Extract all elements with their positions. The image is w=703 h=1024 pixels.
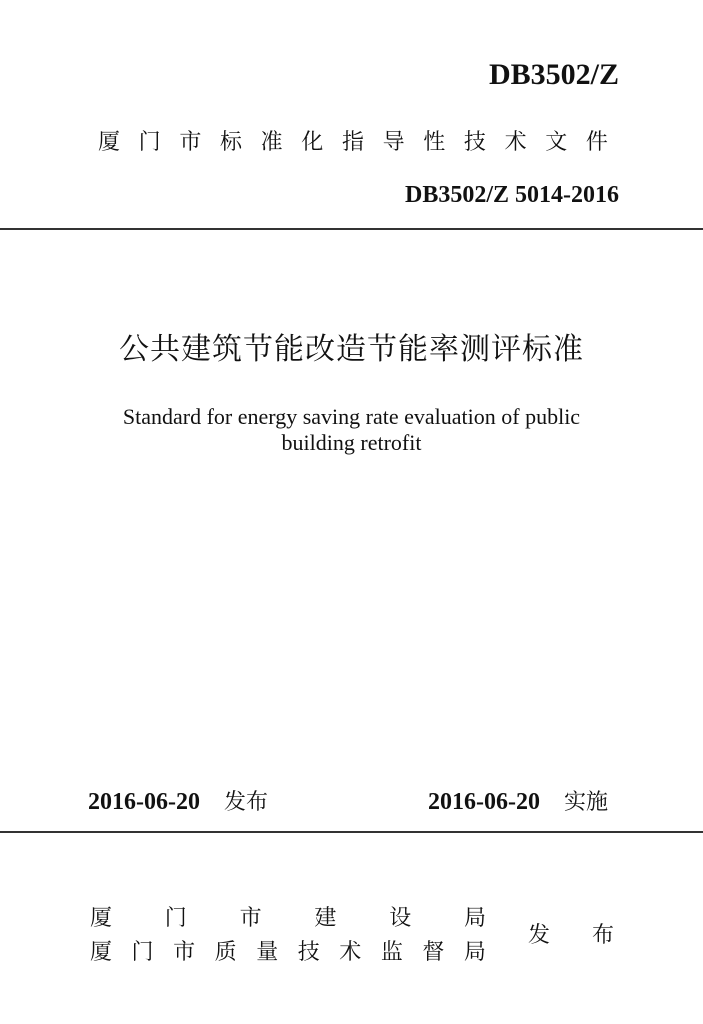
standard-series-code: DB3502/Z	[488, 58, 619, 91]
issue-date-block	[88, 787, 268, 818]
char: 门	[138, 130, 161, 155]
top-divider	[0, 228, 703, 230]
char: 厦	[90, 940, 113, 965]
issuer-quality-bureau	[90, 938, 486, 968]
char: 市	[239, 906, 262, 931]
char: 市	[173, 940, 196, 965]
bottom-divider	[0, 831, 703, 833]
effective-date-block	[428, 787, 608, 818]
char: 局	[463, 940, 486, 965]
issuer-construction-bureau	[90, 904, 486, 934]
char: 文	[545, 130, 568, 155]
char: 术	[504, 130, 527, 155]
char: 量	[256, 940, 279, 965]
char: 导	[382, 130, 405, 155]
char: 件	[585, 130, 608, 155]
title-chinese: 公共建筑节能改造节能率测评标准	[119, 332, 584, 367]
char: 准	[260, 130, 283, 155]
char: 监	[380, 940, 403, 965]
title-english	[80, 404, 623, 456]
char: 市	[179, 130, 202, 155]
effective-date: 2016-06-20	[428, 789, 540, 815]
char: 厦	[90, 906, 113, 931]
effective-label: 实施	[563, 790, 608, 815]
title-english-line-2: building retrofit	[281, 430, 422, 455]
char: 发	[528, 923, 551, 948]
document-number: DB3502/Z 5014-2016	[404, 182, 619, 208]
title-english-line-1: Standard for energy saving rate evaluation of public	[122, 404, 581, 429]
char: 质	[214, 940, 237, 965]
issue-date: 2016-06-20	[88, 789, 200, 815]
char: 门	[164, 906, 187, 931]
publish-label	[528, 921, 614, 951]
char: 建	[314, 906, 337, 931]
document-type	[98, 128, 608, 158]
char: 指	[341, 130, 364, 155]
char: 局	[463, 906, 486, 931]
char: 技	[297, 940, 320, 965]
char: 标	[219, 130, 242, 155]
char: 厦	[98, 130, 121, 155]
issue-label: 发布	[223, 790, 268, 815]
char: 设	[389, 906, 412, 931]
char: 化	[301, 130, 324, 155]
char: 性	[423, 130, 446, 155]
char: 技	[463, 130, 486, 155]
char: 门	[131, 940, 154, 965]
char: 术	[339, 940, 362, 965]
char: 督	[422, 940, 445, 965]
char: 布	[591, 923, 614, 948]
